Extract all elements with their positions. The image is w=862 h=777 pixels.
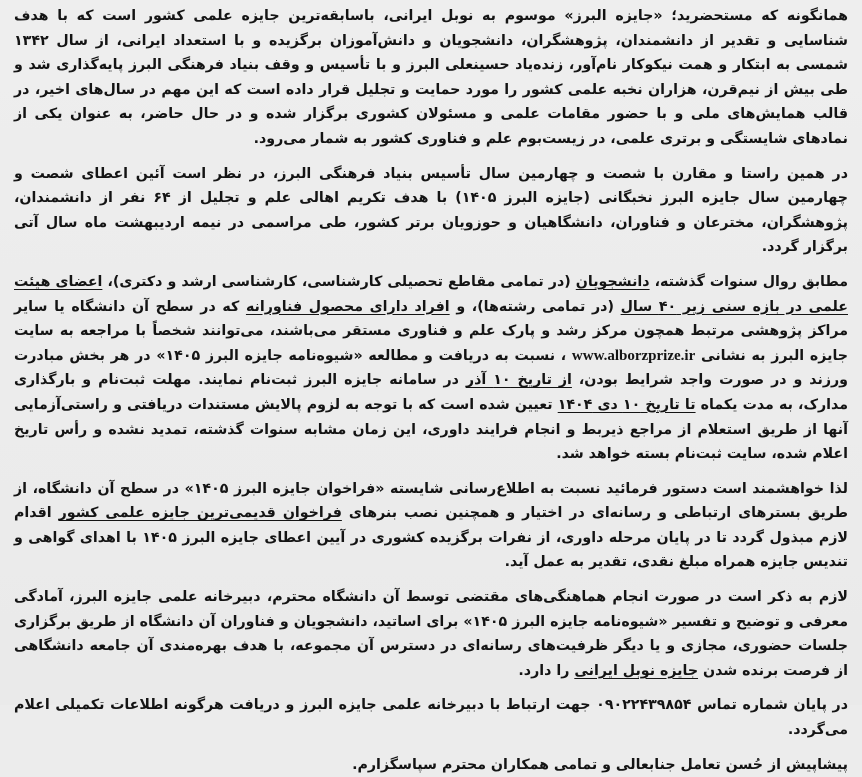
paragraph-registration [14, 270, 848, 467]
text-segment: در همین راستا و مقارن با شصت و چهارمین سال تأسیس بنیاد فرهنگی البرز، در نظر است آئین اعطای شصت و چهارمین سال جایزه البرز نخبگانی (جایزه البرز ۱۴۰۵) با هدف تکریم اهالی علم و تجلیل از ۶۴ نفر از دانشمندان، پژوهشگران، مخترعان و فناوران، دانشگاهیان و حوزویان برتر کشور، طی مراسمی در نیمه اردیبهشت ماه سال آتی برگزار گردد. [14, 165, 849, 256]
text-segment: در پایان شماره تماس ۰۹۰۲۲۴۳۹۸۵۴ جهت ارتباط با دبیرخانه علمی جایزه البرز و دریافت هرگونه اطلاعات تکمیلی اعلام می‌گردد. [14, 697, 849, 739]
text-segment: اقدام لازم مبذول گردد تا در پایان مرحله داوری، از نفرات برگزیده کشوری در آیین اعطای جایزه البرز ۱۴۰۵ با اهدای گواهی و تندیس جایزه همراه مبلغ نقدی، تقدیر به عمل آید. [14, 505, 848, 571]
underlined-text: جایزه نوبل ایرانی [574, 662, 699, 679]
text-segment: که در سطح آن دانشگاه یا سایر مراکز پژوهشی مرتبط همچون مرکز رشد و پارک علم و فناوری مستقر می‌باشند، می‌توانند شخصاً با مراجعه به سایت جایزه البرز به نشانی [14, 298, 848, 364]
paragraph-contact [14, 693, 848, 742]
text-segment: لذا خواهشمند است دستور فرمائید نسبت به اطلاع‌رسانی شایسته «فراخوان جایزه البرز ۱۴۰۵» در سطح آن دانشگاه، از طریق بسترهای ارتباطی و رسانه‌ای در اختیار و همچنین نصب بنرهای [14, 480, 848, 522]
website-link[interactable]: www.alborzprize.ir [571, 347, 696, 364]
paragraph-closing [14, 753, 848, 777]
paragraph-intro [14, 4, 848, 152]
emphasized-text: این زمان مشابه سنوات گذشته، تمدید نشده [108, 421, 416, 438]
text-segment: و رأس تاریخ اعلام شده، سایت ثبت‌نام بسته خواهد شد. [14, 421, 848, 463]
text-segment: (در تمامی رشته‌ها)، و [449, 298, 621, 315]
paragraph-request [14, 477, 848, 575]
text-segment: لازم به ذکر است در صورت انجام هماهنگی‌های مقتضی توسط آن دانشگاه محترم، دبیرخانه علمی جایزه البرز، آمادگی معرفی و توضیح و تفسیر «شیوه‌نامه جایزه البرز ۱۴۰۵» برای اساتید، دانشجویان و فناوران آن دانشگاه از طریق برگزاری جلسات حضوری، مجازی و یا دیگر ظرفیت‌های رسانه‌ای در دسترس آن مجموعه، با هدف بهره‌مندی آن جامعه دانشگاهی از فرصت برنده شدن [14, 589, 848, 679]
underlined-text: افراد دارای محصول فناورانه [245, 298, 450, 315]
underlined-text: فراخوان قدیمی‌ترین جایزه علمی کشور [58, 505, 342, 522]
paragraph-coordination [14, 585, 848, 683]
text-segment: در سامانه جایزه البرز ثبت‌نام نمایند. مهلت ثبت‌نام و بارگذاری مدارک، به مدت یکماه [14, 372, 848, 413]
text-segment: را دارد. [518, 662, 575, 679]
underlined-text: دانشجویان [575, 273, 650, 290]
paragraph-ceremony [14, 162, 848, 260]
underlined-text: از تاریخ ۱۰ آذر [465, 372, 572, 389]
text-segment: (در تمامی مقاطع تحصیلی کارشناسی، کارشناسی ارشد و دکتری)، [102, 273, 576, 290]
text-segment: پیشاپیش از حُسن تعامل جنابعالی و تمامی همکاران محترم سپاسگزارم. [352, 756, 848, 773]
underlined-text: تا تاریخ ۱۰ دی ۱۴۰۴ [557, 396, 696, 413]
text-segment: تعیین شده است که با توجه به لزوم پالایش مستندات دریافتی و راستی‌آزمایی آنها از طریق استعلام از مراجع ذیربط و انجام فرایند داوری، [14, 396, 848, 438]
text-segment: همانگونه که مستحضرید؛ «جایزه البرز» موسوم به نوبل ایرانی، باسابقه‌ترین جایزه علمی کشور است که با هدف شناسایی و تقدیر از دانشمندان، پژوهشگران، دانشجویان و دانش‌آموزان برگزیده و با استعداد ایرانی، از سال ۱۳۴۲ شمسی به ابتکار و همت نیکوکار نام‌آور، زنده‌یاد حسینعلی البرز و با تأسیس و وقف بنیاد فرهنگی البرز پایه‌گذاری شد و طی بیش از نیم‌قرن، هزاران نخبه علمی کشور را مورد حمایت و تجلیل قرار داده است که این مهم در سال‌های اخیر، در قالب همایش‌های ملی و با حضور مقامات علمی و مسئولان کشوری برگزار شده و در حال حاضر، به عنوان یکی از نمادهای شایستگی و برتری علمی، در زیست‌بوم علم و فناوری کشور به شمار می‌رود. [14, 8, 848, 147]
text-segment: ، نسبت به دریافت و مطالعه «شیوه‌نامه جایزه البرز ۱۴۰۵» در هر بخش مبادرت ورزند و در صورت واجد شرایط بودن، [14, 347, 848, 389]
text-segment: مطابق روال سنوات گذشته، [649, 273, 848, 290]
underlined-text: اعضای هیئت علمی در بازه سنی زیر ۴۰ سال [14, 273, 848, 315]
